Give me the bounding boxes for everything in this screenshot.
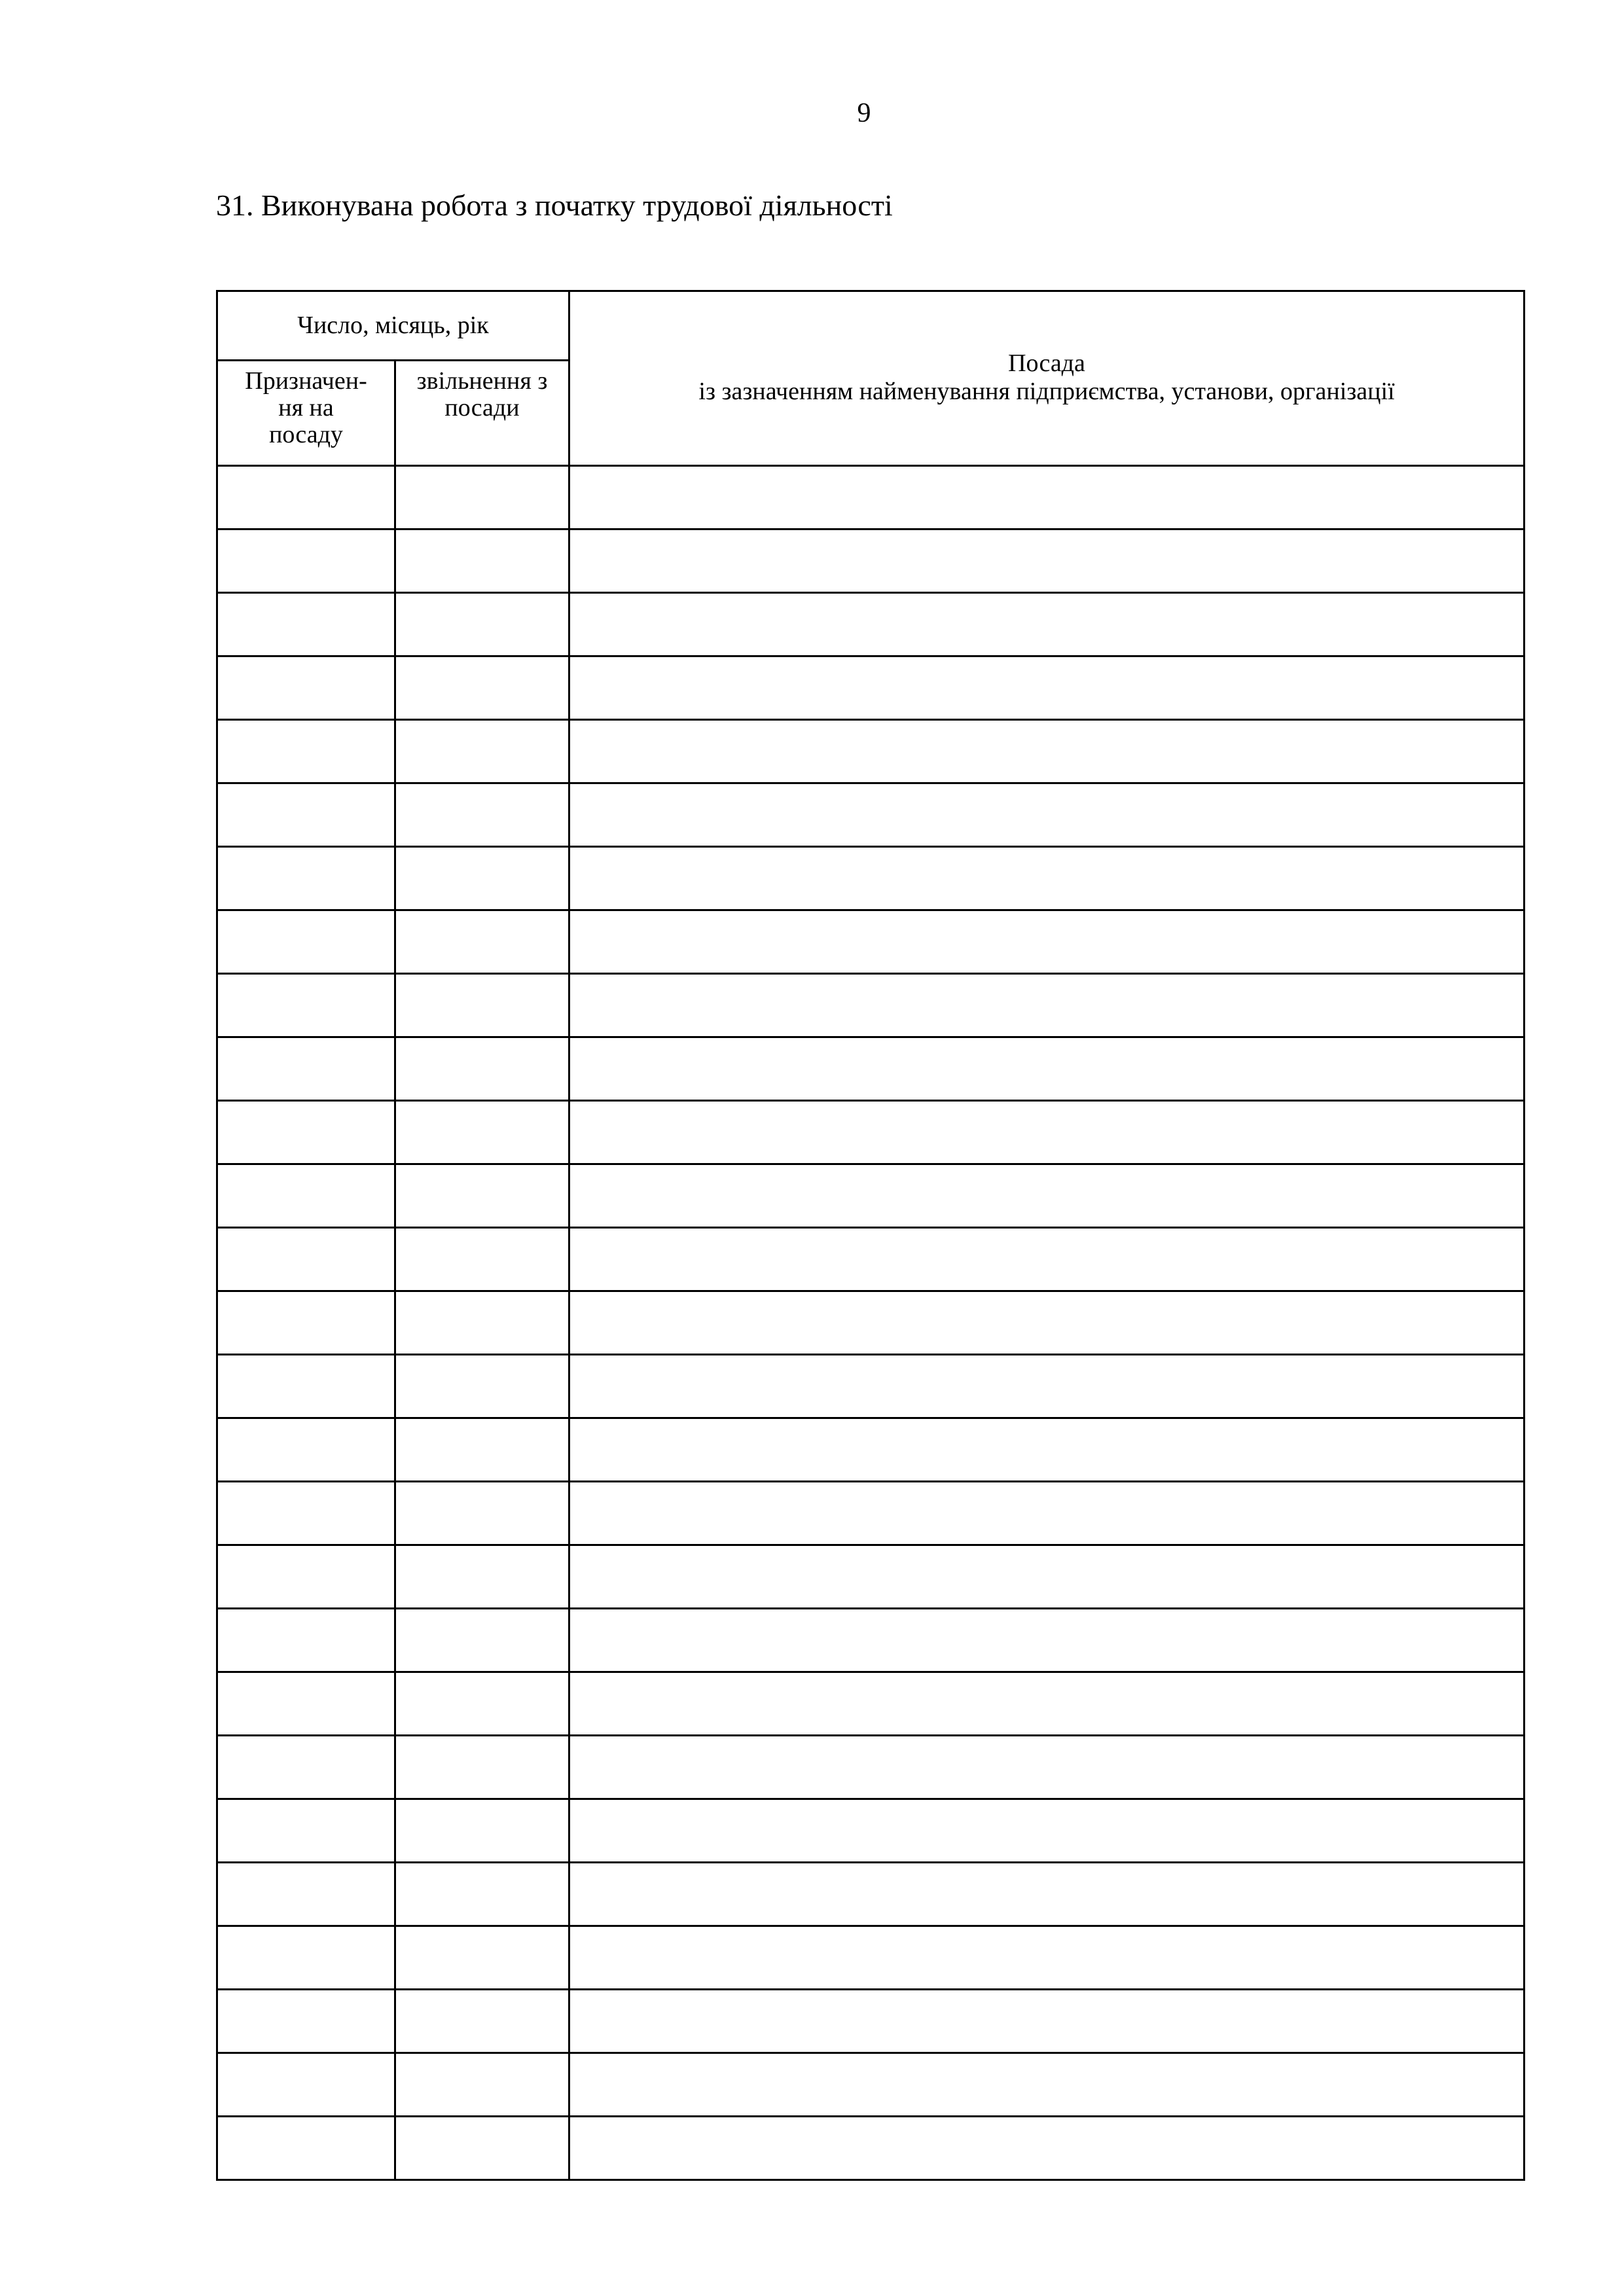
appointment-date-cell[interactable] xyxy=(217,1482,395,1545)
appointment-header-line: посаду xyxy=(269,421,343,448)
dismissal-date-cell[interactable] xyxy=(395,1799,569,1863)
appointment-date-cell[interactable] xyxy=(217,1926,395,1990)
table-row xyxy=(217,1990,1525,2053)
position-cell[interactable] xyxy=(569,466,1525,529)
appointment-date-cell[interactable] xyxy=(217,466,395,529)
appointment-date-cell[interactable] xyxy=(217,910,395,974)
table-row xyxy=(217,910,1525,974)
date-header: Число, місяць, рік xyxy=(217,291,569,361)
appointment-date-cell[interactable] xyxy=(217,1672,395,1736)
appointment-date-cell[interactable] xyxy=(217,783,395,847)
position-cell[interactable] xyxy=(569,1037,1525,1101)
dismissal-date-cell[interactable] xyxy=(395,529,569,593)
dismissal-date-cell[interactable] xyxy=(395,656,569,720)
appointment-header-line: ня на xyxy=(278,394,334,422)
position-header-subtitle: із зазначенням найменування підприємства, установи, організації xyxy=(698,378,1395,405)
position-cell[interactable] xyxy=(569,1990,1525,2053)
dismissal-header-line: звільнення з xyxy=(416,367,548,395)
table-row xyxy=(217,720,1525,783)
appointment-date-cell[interactable] xyxy=(217,2117,395,2180)
position-cell[interactable] xyxy=(569,1799,1525,1863)
position-cell[interactable] xyxy=(569,1164,1525,1228)
dismissal-date-cell[interactable] xyxy=(395,1037,569,1101)
table-row xyxy=(217,1926,1525,1990)
appointment-date-cell[interactable] xyxy=(217,1609,395,1672)
table-row xyxy=(217,1863,1525,1926)
dismissal-header-line: посади xyxy=(444,394,520,422)
table-row xyxy=(217,1799,1525,1863)
position-cell[interactable] xyxy=(569,910,1525,974)
table-row xyxy=(217,1545,1525,1609)
position-cell[interactable] xyxy=(569,1926,1525,1990)
position-cell[interactable] xyxy=(569,593,1525,656)
position-cell[interactable] xyxy=(569,720,1525,783)
position-cell[interactable] xyxy=(569,1545,1525,1609)
appointment-header xyxy=(217,361,395,466)
appointment-date-cell[interactable] xyxy=(217,1037,395,1101)
table-header-row xyxy=(217,291,1525,361)
appointment-date-cell[interactable] xyxy=(217,974,395,1037)
position-header xyxy=(569,291,1525,466)
dismissal-date-cell[interactable] xyxy=(395,1418,569,1482)
dismissal-date-cell[interactable] xyxy=(395,1164,569,1228)
position-cell[interactable] xyxy=(569,1228,1525,1291)
position-cell[interactable] xyxy=(569,974,1525,1037)
page-number: 9 xyxy=(857,98,871,128)
dismissal-date-cell[interactable] xyxy=(395,910,569,974)
position-cell[interactable] xyxy=(569,1609,1525,1672)
appointment-date-cell[interactable] xyxy=(217,1418,395,1482)
dismissal-date-cell[interactable] xyxy=(395,1228,569,1291)
dismissal-date-cell[interactable] xyxy=(395,847,569,910)
dismissal-date-cell[interactable] xyxy=(395,1736,569,1799)
dismissal-date-cell[interactable] xyxy=(395,2117,569,2180)
appointment-date-cell[interactable] xyxy=(217,1355,395,1418)
dismissal-date-cell[interactable] xyxy=(395,1545,569,1609)
dismissal-date-cell[interactable] xyxy=(395,1926,569,1990)
position-cell[interactable] xyxy=(569,783,1525,847)
appointment-date-cell[interactable] xyxy=(217,1799,395,1863)
dismissal-date-cell[interactable] xyxy=(395,1101,569,1164)
appointment-date-cell[interactable] xyxy=(217,1101,395,1164)
table-row xyxy=(217,1672,1525,1736)
position-cell[interactable] xyxy=(569,1418,1525,1482)
appointment-date-cell[interactable] xyxy=(217,1863,395,1926)
dismissal-date-cell[interactable] xyxy=(395,1672,569,1736)
table-row xyxy=(217,1482,1525,1545)
table-row xyxy=(217,2053,1525,2117)
table-row xyxy=(217,593,1525,656)
table-row xyxy=(217,1101,1525,1164)
table-row xyxy=(217,466,1525,529)
position-cell[interactable] xyxy=(569,656,1525,720)
appointment-date-cell[interactable] xyxy=(217,1228,395,1291)
position-cell[interactable] xyxy=(569,529,1525,593)
dismissal-date-cell[interactable] xyxy=(395,1291,569,1355)
table-row xyxy=(217,1164,1525,1228)
dismissal-date-cell[interactable] xyxy=(395,593,569,656)
appointment-date-cell[interactable] xyxy=(217,720,395,783)
table-row xyxy=(217,1228,1525,1291)
position-cell[interactable] xyxy=(569,1482,1525,1545)
position-cell[interactable] xyxy=(569,1672,1525,1736)
dismissal-date-cell[interactable] xyxy=(395,2053,569,2117)
work-history-table xyxy=(216,290,1525,2181)
position-cell[interactable] xyxy=(569,2117,1525,2180)
dismissal-date-cell[interactable] xyxy=(395,1863,569,1926)
table-row xyxy=(217,656,1525,720)
table-row xyxy=(217,1609,1525,1672)
dismissal-date-cell[interactable] xyxy=(395,974,569,1037)
position-cell[interactable] xyxy=(569,847,1525,910)
table-row xyxy=(217,974,1525,1037)
position-cell[interactable] xyxy=(569,1863,1525,1926)
dismissal-header xyxy=(395,361,569,466)
position-cell[interactable] xyxy=(569,1291,1525,1355)
dismissal-date-cell[interactable] xyxy=(395,1355,569,1418)
appointment-date-cell[interactable] xyxy=(217,1164,395,1228)
position-cell[interactable] xyxy=(569,1736,1525,1799)
appointment-date-cell[interactable] xyxy=(217,1545,395,1609)
position-cell[interactable] xyxy=(569,2053,1525,2117)
section-title: 31. Виконувана робота з початку трудової діяльності xyxy=(216,188,893,222)
table-row xyxy=(217,1736,1525,1799)
position-header-title: Посада xyxy=(1008,350,1085,377)
appointment-date-cell[interactable] xyxy=(217,1736,395,1799)
dismissal-date-cell[interactable] xyxy=(395,1482,569,1545)
appointment-date-cell[interactable] xyxy=(217,593,395,656)
dismissal-date-cell[interactable] xyxy=(395,1609,569,1672)
appointment-date-cell[interactable] xyxy=(217,847,395,910)
appointment-header-line: Призначен- xyxy=(245,367,367,395)
table-row xyxy=(217,1418,1525,1482)
table-row xyxy=(217,1037,1525,1101)
appointment-date-cell[interactable] xyxy=(217,1990,395,2053)
dismissal-date-cell[interactable] xyxy=(395,1990,569,2053)
table-row xyxy=(217,783,1525,847)
appointment-date-cell[interactable] xyxy=(217,1291,395,1355)
appointment-date-cell[interactable] xyxy=(217,656,395,720)
table-row xyxy=(217,1355,1525,1418)
position-cell[interactable] xyxy=(569,1355,1525,1418)
table-row xyxy=(217,529,1525,593)
table-row xyxy=(217,847,1525,910)
appointment-date-cell[interactable] xyxy=(217,529,395,593)
appointment-date-cell[interactable] xyxy=(217,2053,395,2117)
dismissal-date-cell[interactable] xyxy=(395,466,569,529)
table-row xyxy=(217,1291,1525,1355)
table-row xyxy=(217,2117,1525,2180)
position-cell[interactable] xyxy=(569,1101,1525,1164)
dismissal-date-cell[interactable] xyxy=(395,783,569,847)
dismissal-date-cell[interactable] xyxy=(395,720,569,783)
